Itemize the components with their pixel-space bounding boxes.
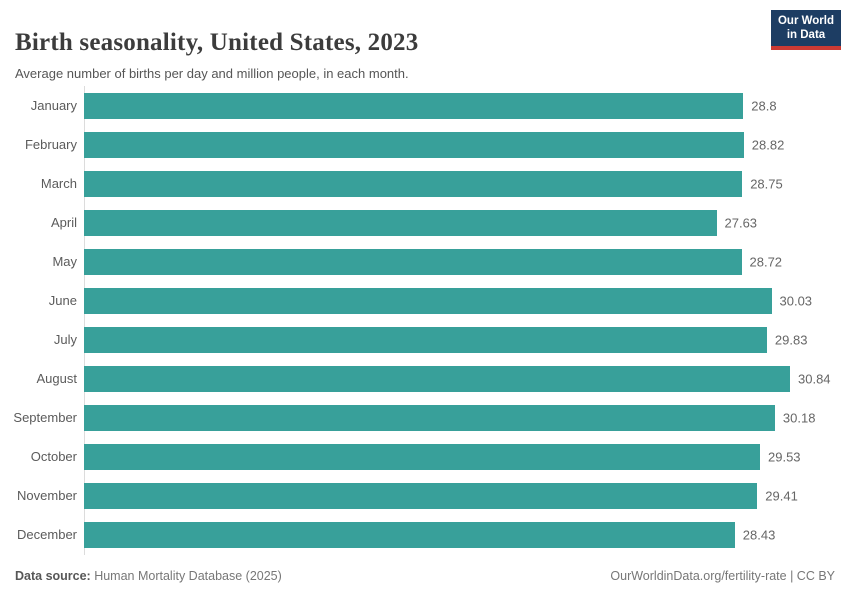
- month-label: May: [52, 254, 77, 269]
- owid-logo: [771, 10, 841, 50]
- bar[interactable]: [84, 327, 767, 353]
- value-label: 30.03: [779, 293, 813, 308]
- month-label: February: [24, 137, 77, 152]
- bar-row: [0, 281, 850, 320]
- bar-chart: [0, 86, 850, 555]
- month-label: April: [50, 215, 77, 230]
- bar-track: [84, 483, 850, 509]
- bar[interactable]: [84, 171, 742, 197]
- bar[interactable]: [84, 249, 742, 275]
- bar-row: [0, 164, 850, 203]
- month-label: January: [30, 98, 77, 113]
- bar-row: [0, 359, 850, 398]
- chart-subtitle: Average number of births per day and million people, in each month.: [15, 66, 409, 81]
- value-label: 27.63: [724, 215, 758, 230]
- month-label: September: [13, 410, 77, 425]
- bar[interactable]: [84, 483, 757, 509]
- bar-track: [84, 327, 850, 353]
- bar-row: [0, 437, 850, 476]
- bar[interactable]: [84, 444, 760, 470]
- bar-track: [84, 132, 850, 158]
- month-label: December: [17, 527, 77, 542]
- month-label: August: [36, 371, 77, 386]
- bar-row: [0, 86, 850, 125]
- bar-row: [0, 476, 850, 515]
- owid-logo-line1: Our World: [777, 15, 834, 27]
- bar-track: [84, 522, 850, 548]
- month-label: March: [40, 176, 77, 191]
- bar-track: [84, 171, 850, 197]
- bar[interactable]: [84, 93, 743, 119]
- month-label: June: [48, 293, 77, 308]
- value-label: 28.82: [751, 137, 785, 152]
- value-label: 28.72: [749, 254, 783, 269]
- page-title: Birth seasonality, United States, 2023: [15, 28, 419, 56]
- value-label: 29.41: [765, 488, 798, 503]
- owid-logo-line2: in Data: [786, 28, 826, 41]
- value-label: 28.75: [750, 176, 783, 191]
- bar-row: [0, 515, 850, 554]
- data-source-value: Human Mortality Database (2025): [90, 569, 282, 583]
- value-label: 30.18: [782, 410, 816, 425]
- bar-track: [84, 444, 850, 470]
- bar-row: [0, 320, 850, 359]
- bar[interactable]: [84, 366, 790, 392]
- bar[interactable]: [84, 132, 744, 158]
- bar-row: [0, 398, 850, 437]
- bar-track: [84, 249, 850, 275]
- bar-rows: [0, 86, 850, 554]
- bar[interactable]: [84, 210, 717, 236]
- data-source-label: Data source:: [15, 569, 91, 583]
- value-label: 30.84: [798, 371, 831, 386]
- value-label: 29.83: [774, 332, 808, 347]
- value-label: 28.8: [751, 98, 777, 113]
- bar-track: [84, 288, 850, 314]
- data-source: [15, 569, 282, 583]
- credit-link[interactable]: OurWorldinData.org/fertility-rate | CC BY: [610, 569, 835, 583]
- month-label: November: [17, 488, 77, 503]
- bar-row: [0, 242, 850, 281]
- bar-row: [0, 203, 850, 242]
- bar[interactable]: [84, 288, 772, 314]
- bar-track: [84, 210, 850, 236]
- bar-track: [84, 93, 850, 119]
- bar-track: [84, 405, 850, 431]
- month-label: October: [30, 449, 77, 464]
- bar-row: [0, 125, 850, 164]
- bar-track: [84, 366, 850, 392]
- value-label: 28.43: [742, 527, 776, 542]
- bar[interactable]: [84, 522, 735, 548]
- value-label: 29.53: [768, 449, 801, 464]
- bar[interactable]: [84, 405, 775, 431]
- month-label: July: [53, 332, 77, 347]
